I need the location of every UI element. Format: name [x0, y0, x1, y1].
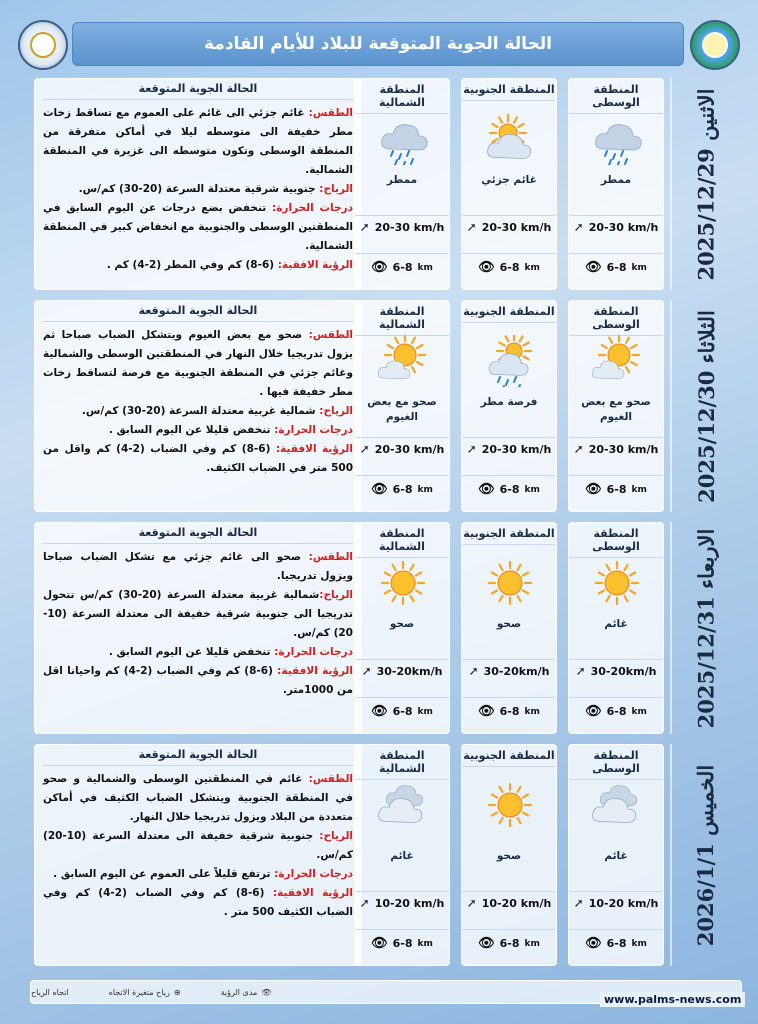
description-line [43, 548, 353, 586]
description-label: الرؤية الافقية: [275, 443, 353, 455]
description-line [43, 326, 353, 402]
description-label: الرياح: [319, 183, 353, 195]
forecast-day [30, 78, 742, 290]
wind-arrow-icon: ➚ [573, 896, 584, 910]
visibility-range: 👁 6-8 km [462, 253, 556, 275]
ministry-logo [18, 20, 68, 70]
description-text: تنخفض قليلا عن اليوم السابق . [108, 646, 275, 658]
description-text: تنخفض قليلا عن اليوم السابق . [108, 424, 275, 436]
wind-arrow-icon: ➚ [573, 220, 584, 234]
wind-arrow-icon: ➚ [466, 442, 477, 456]
wind-arrow-icon: ➚ [359, 896, 370, 910]
description-label: درجات الحرارة: [274, 868, 353, 880]
weather-condition: صحو مع بعض الغيوم [367, 396, 437, 423]
wind-speed: ➚ 10-20 km/h [569, 891, 663, 910]
wind-speed: ➚ 10-20 km/h [462, 891, 556, 910]
visibility-range: 👁 6-8 km [569, 475, 663, 497]
panel-title: الحالة الجوية المتوقعة [43, 301, 353, 322]
sun-icon [591, 557, 643, 609]
partly-cloudy-icon [484, 113, 536, 165]
legend-variable-wind: ⊕ رياح متغيرة الاتجاه [108, 987, 181, 997]
region-name: المنطقة الشمالية [355, 523, 449, 558]
eye-icon: 👁 [585, 260, 602, 275]
description-label: الرؤية الافقية: [277, 665, 353, 677]
description-line [43, 770, 353, 827]
eye-icon: 👁 [371, 260, 388, 275]
eye-icon: 👁 [371, 936, 388, 951]
forecast-day [30, 744, 742, 966]
weather-condition: فرصة مطر [480, 396, 538, 408]
region-name: المنطقة الوسطى [569, 301, 663, 336]
region-name: المنطقة الشمالية [355, 79, 449, 114]
page-header [72, 22, 684, 66]
panel-title: الحالة الجوية المتوقعة [43, 79, 353, 100]
meteorology-logo [690, 20, 740, 70]
description-label: درجات الحرارة: [274, 424, 353, 436]
weather-condition: صحو [389, 618, 415, 630]
description-line [43, 643, 353, 662]
description-text: جنوبية شرقية خفيفة الى معتدلة السرعة (10-20) كم/س. [43, 830, 353, 861]
sun-icon [377, 557, 429, 609]
sun-cloud-icon [377, 335, 429, 387]
description-text: غائم جزئي الى غائم على العموم مع تساقط زخات مطر خفيفة الى متوسطه ليلا في أماكن متفرقة من المنطقة الوسطى وتكون متوسطه الى غزيرة في المنطقة الشمالية. [43, 107, 353, 176]
wind-speed: ➚ 30-20km/h [569, 659, 663, 678]
eye-icon: 👁 [371, 704, 388, 719]
description-line [43, 180, 353, 199]
region-name: المنطقة الجنوبية [462, 745, 556, 767]
weather-condition: ممطر [386, 174, 418, 186]
region-name: المنطقة الجنوبية [462, 301, 556, 323]
region-card [568, 744, 664, 966]
forecast-description-panel [34, 744, 362, 966]
eye-icon: 👁 [585, 936, 602, 951]
description-line [43, 402, 353, 421]
description-text: (6-8) كم وفي المطر (2-4) كم . [106, 259, 278, 271]
description-label: الطقس: [308, 107, 353, 119]
description-text: (6-8) كم وفي الضباب (2-4) كم وفي الضباب الكثيف 500 متر . [43, 887, 353, 918]
region-card [568, 522, 664, 734]
description-label: الطقس: [308, 329, 353, 341]
day-date-column [670, 78, 740, 290]
legend-visibility: 👁 مدى الرؤية [220, 987, 272, 997]
region-name: المنطقة الجنوبية [462, 79, 556, 101]
legend-wind-direction: اتجاه الرياح [31, 987, 69, 997]
forecast-description-panel [34, 522, 362, 734]
visibility-range: 👁 6-8 km [462, 475, 556, 497]
cloud-rain-icon [591, 113, 643, 165]
cloud-rain-icon [377, 113, 429, 165]
forecast-description-panel [34, 78, 362, 290]
wind-arrow-icon: ➚ [361, 664, 372, 678]
weather-condition: صحو مع بعض الغيوم [581, 396, 651, 423]
description-text: تنخفض بضع درجات عن اليوم السابق في المنطقتين الوسطى والجنوبية مع انخفاض كبير في المنطقة الشمالية. [43, 202, 353, 252]
sun-cloud-icon [591, 335, 643, 387]
wind-speed: ➚ 20-30 km/h [462, 215, 556, 234]
day-date-column [670, 300, 740, 512]
visibility-range: 👁 6-8 km [462, 929, 556, 951]
description-text: (6-8) كم وفي الضباب (2-4) كم واحيانا اقل من 1000متر. [43, 665, 353, 696]
wind-arrow-icon: ➚ [468, 664, 479, 678]
description-line [43, 662, 353, 700]
description-text: شمالية غربية معتدلة السرعة (20-30) كم/س. [81, 405, 320, 417]
eye-icon: 👁 [478, 260, 495, 275]
region-card [461, 744, 557, 966]
cloudy-icon [591, 779, 643, 831]
wind-speed: ➚ 10-20 km/h [355, 891, 449, 910]
wind-arrow-icon: ➚ [573, 442, 584, 456]
description-text: شمالية غربية معتدلة السرعة (20-30) كم/س تتحول تدريجيا الى جنوبية شرقية خفيفة الى معتدلة السرعة (10-20) كم/س. [43, 589, 353, 639]
weather-condition: غائم [604, 850, 628, 862]
visibility-range: 👁 6-8 km [569, 929, 663, 951]
eye-icon: 👁 [585, 704, 602, 719]
day-date-column [670, 744, 740, 966]
region-card [354, 300, 450, 512]
page-title: الحالة الجوية المتوقعة للبلاد للأيام القادمة [204, 34, 552, 54]
region-card [354, 522, 450, 734]
wind-arrow-icon: ➚ [359, 442, 370, 456]
weather-condition: صحو [496, 850, 522, 862]
visibility-range: 👁 6-8 km [355, 475, 449, 497]
description-label: الطقس: [308, 773, 353, 785]
site-url: www.palms-news.com [600, 992, 745, 1007]
region-name: المنطقة الوسطى [569, 523, 663, 558]
region-name: المنطقة الوسطى [569, 79, 663, 114]
day-date-column [670, 522, 740, 734]
description-text: (6-8) كم وفي الضباب (2-4) كم واقل من 500 متر في الضباب الكثيف. [43, 443, 353, 474]
forecast-day [30, 522, 742, 734]
wind-arrow-icon: ➚ [466, 896, 477, 910]
eye-icon: 👁 [261, 987, 272, 997]
eye-icon: 👁 [478, 936, 495, 951]
weather-condition: غائم [604, 618, 628, 630]
sun-icon [484, 557, 536, 609]
description-line [43, 256, 353, 275]
description-label: الرياح: [319, 405, 353, 417]
weather-condition: ممطر [600, 174, 632, 186]
description-line [43, 421, 353, 440]
wind-speed: ➚ 20-30 km/h [355, 215, 449, 234]
wind-speed: ➚ 20-30 km/h [462, 437, 556, 456]
visibility-range: 👁 6-8 km [462, 697, 556, 719]
panel-title: الحالة الجوية المتوقعة [43, 745, 353, 766]
day-date: الثلاثاء 2025/12/30 [693, 309, 719, 503]
region-name: المنطقة الشمالية [355, 745, 449, 780]
eye-icon: 👁 [478, 482, 495, 497]
description-text: صحو مع بعض الغيوم ويتشكل الضباب صباحا ثم يزول تدريجيا خلال النهار في المنطقتين الوسطى والشمالية وغائم جزئي في المنطقة الجنوبية مع فرصة لتساقط زخات مطر خفيفة فيها . [43, 329, 353, 398]
region-card [568, 78, 664, 290]
description-line [43, 884, 353, 922]
visibility-range: 👁 6-8 km [355, 929, 449, 951]
description-text: غائم في المنطقتين الوسطى والشمالية و صحو في المنطقة الجنوبية ويتشكل الضباب الكثيف في أماكن متعددة من البلاد ويزول تدريجيا خلال النهار. [43, 773, 353, 823]
sun-cloud-rain-icon [484, 335, 536, 387]
cloudy-icon [377, 779, 429, 831]
day-date: الاربعاء 2025/12/31 [693, 528, 719, 728]
forecast-day [30, 300, 742, 512]
description-label: الرياح: [319, 830, 353, 842]
visibility-range: 👁 6-8 km [355, 697, 449, 719]
description-line [43, 199, 353, 256]
description-line [43, 104, 353, 180]
wind-speed: ➚ 20-30 km/h [569, 437, 663, 456]
eye-icon: 👁 [585, 482, 602, 497]
panel-title: الحالة الجوية المتوقعة [43, 523, 353, 544]
region-name: المنطقة الوسطى [569, 745, 663, 780]
compass-icon: ⊕ [173, 987, 181, 997]
description-label: الرياح: [319, 589, 354, 601]
weather-condition: غائم [390, 850, 414, 862]
region-name: المنطقة الشمالية [355, 301, 449, 336]
day-date: الاثنين 2025/12/29 [693, 88, 719, 280]
region-name: المنطقة الجنوبية [462, 523, 556, 545]
description-label: درجات الحرارة: [272, 202, 353, 214]
description-label: درجات الحرارة: [274, 646, 353, 658]
day-date: الخميس 2026/1/1 [693, 764, 719, 946]
region-card [461, 78, 557, 290]
description-text: جنوبية شرقية معتدلة السرعة (20-30) كم/س. [78, 183, 320, 195]
description-line [43, 865, 353, 884]
eye-icon: 👁 [478, 704, 495, 719]
description-text: صحو الى غائم جزئي مع تشكل الضباب صباحا ويزول تدريجيا. [43, 551, 353, 582]
wind-arrow-icon: ➚ [359, 220, 370, 234]
eye-icon: 👁 [371, 482, 388, 497]
wind-speed: ➚ 30-20km/h [462, 659, 556, 678]
description-line [43, 586, 353, 643]
description-label: الرؤية الافقية: [277, 259, 353, 271]
description-line [43, 440, 353, 478]
description-line [43, 827, 353, 865]
weather-condition: غائم جزئي [481, 174, 537, 186]
description-label: الطقس: [308, 551, 353, 563]
region-card [461, 300, 557, 512]
region-card [461, 522, 557, 734]
sun-icon [484, 779, 536, 831]
description-label: الرؤية الافقية: [272, 887, 353, 899]
region-card [568, 300, 664, 512]
wind-speed: ➚ 20-30 km/h [355, 437, 449, 456]
region-card [354, 744, 450, 966]
weather-condition: صحو [496, 618, 522, 630]
visibility-range: 👁 6-8 km [569, 697, 663, 719]
wind-speed: ➚ 20-30 km/h [569, 215, 663, 234]
wind-arrow-icon: ➚ [575, 664, 586, 678]
wind-arrow-icon: ➚ [466, 220, 477, 234]
region-card [354, 78, 450, 290]
forecast-description-panel [34, 300, 362, 512]
visibility-range: 👁 6-8 km [355, 253, 449, 275]
visibility-range: 👁 6-8 km [569, 253, 663, 275]
description-text: ترتفع قليلاً على العموم عن اليوم السابق . [53, 868, 275, 880]
wind-speed: ➚ 30-20km/h [355, 659, 449, 678]
